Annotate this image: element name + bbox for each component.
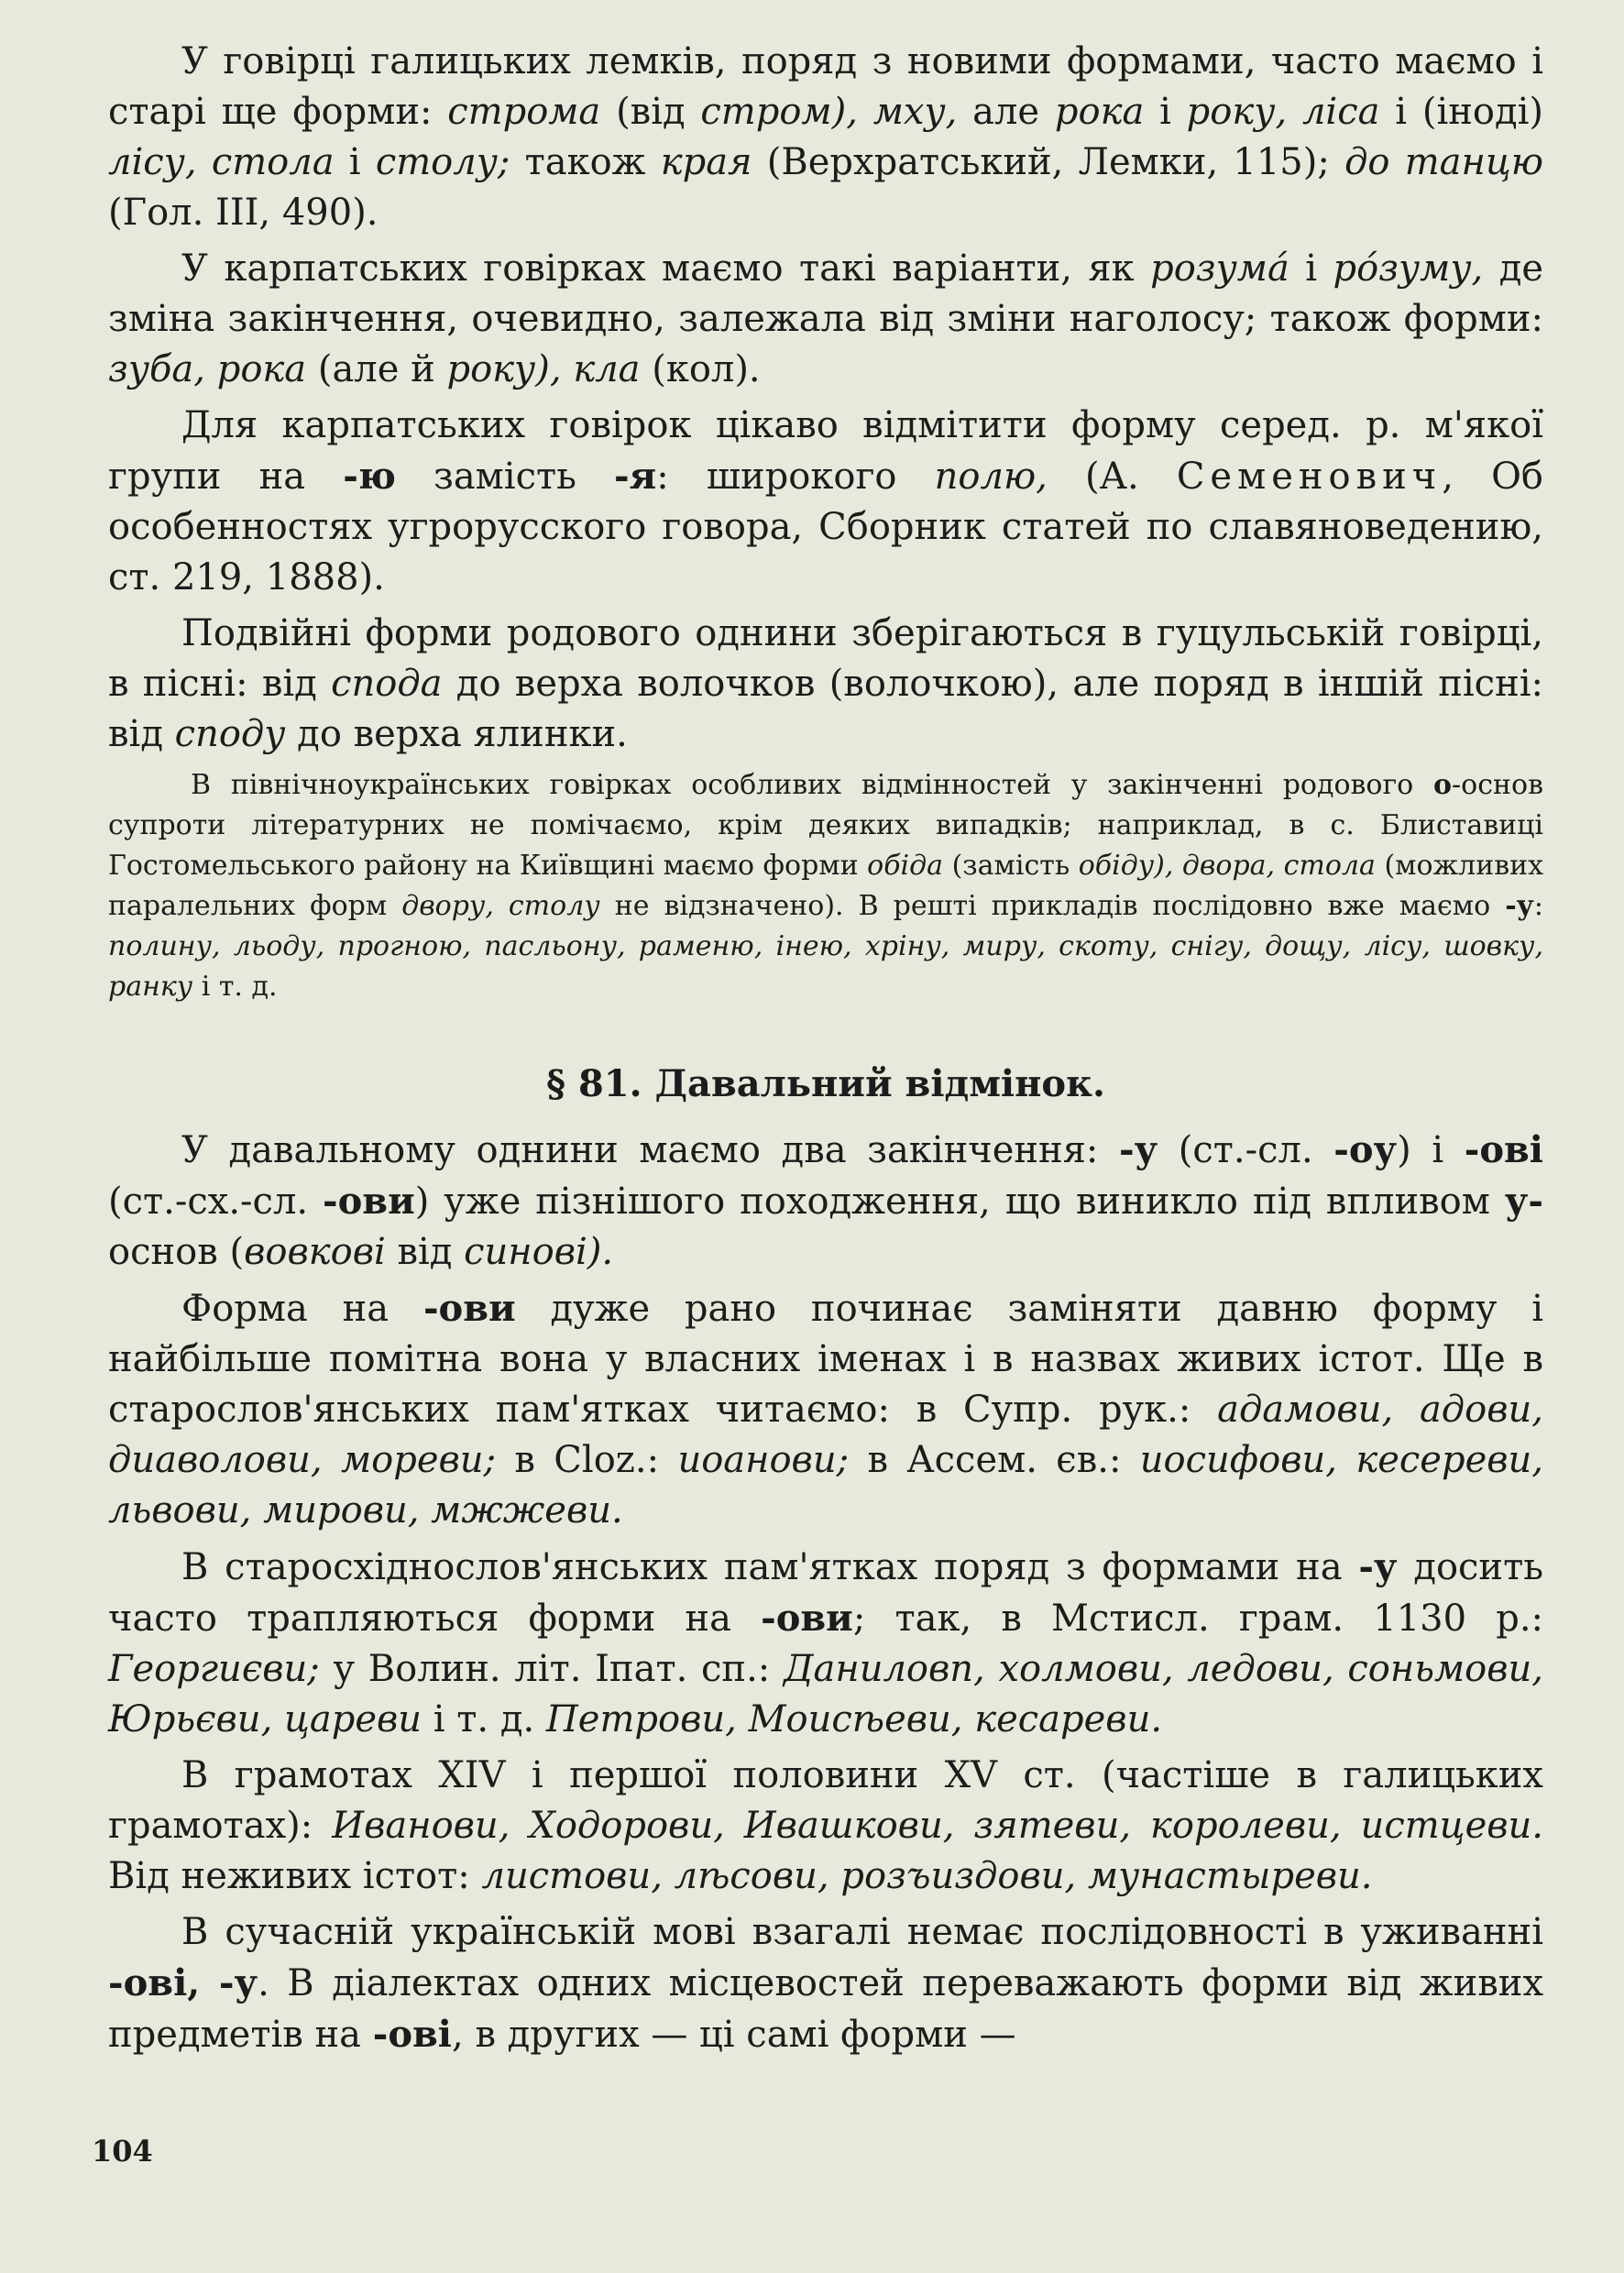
paragraph-hutsul-forms: Подвійні форми родового однини зберігаються в гуцульській говірці, в пісні: від спода до верха волочков (волочкою), але поряд в іншій пісні: від споду до верха ялинки.	[108, 612, 1543, 755]
paragraph-neuter-soft-group: Для карпатських говірок цікаво відмітити форму серед. р. м'якої групи на -ю замість -я: широкого полю, (А. Семенович, Об особенностях угрорусского говора, Сборник статей по славяноведению, ст. 219, 1888).	[108, 404, 1543, 598]
footnote-northern-dialects: В північноукраїнських говірках особливих відмінностей у закінченні родового о-основ супроти літературних не помічаємо, крім деяких випадків; наприклад, в с. Блиставиці Гостомельського району на Київщині маємо форми обіда (замість обіду), двора, стола (можливих паралельних форм двору, столу не відзначено). В решті прикладів послідовно вже маємо -у: полину, льоду, прогною, пасльону, раменю, інею, хріну, миру, скоту, снігу, дощу, лісу, шовку, ранку і т. д.	[108, 769, 1544, 1003]
paragraph-old-east-slavic: В старосхіднослов'янських пам'ятках поряд з формами на -у досить часто трапляються форми на -ови; так, в Мстисл. грам. 1130 р.: Георгиєви; у Волин. літ. Іпат. сп.: Даниловп, холмови, ледови, соньмови, Юрьєви, цареви і т. д. Петрови, Моисѣеви, кесареви.	[108, 1545, 1544, 1740]
paragraph-lemko-forms: У говірці галицьких лемків, поряд з новими формами, часто маємо і старі ще форми: строма (від стром), мху, але рока і року, ліса і (іноді) лісу, стола і столу; також края (Верхратський, Лемки, 115); до танцю (Гол. III, 490).	[108, 40, 1544, 234]
paragraph-charters: В грамотах XIV і першої половини XV ст. (частіше в галицьких грамотах): Иванови, Ходорови, Ивашкови, зятеви, королеви, истцеви. Від неживих істот: листови, лѣсови, розъиздови, мунастыреви.	[108, 1754, 1543, 1897]
paragraph-ovi-form: Форма на -ови дуже рано починає заміняти давню форму і найбільше помітна вона у власних іменах і в назвах живих істот. Ще в старослов'янських пам'ятках читаємо: в Супр. рук.: адамови, адови, диаволови, мореви; в Cloz.: иоанови; в Ассем. єв.: иосифови, кесереви, львови, мирови, мжжеви.	[108, 1287, 1544, 1532]
section-heading: § 81. Давальний відмінок.	[546, 1062, 1105, 1105]
paragraph-dative-endings: У давальному однини маємо два закінчення: -у (ст.-сл. -оу) і -ові (ст.-сх.-сл. -ови) уже пізнішого походження, що виникло під впливом у- основ (вовкові від синові).	[108, 1128, 1543, 1273]
paragraph-carpathian-variants: У карпатських говірках маємо такі варіанти, як розумá і рóзуму, де зміна закінчення, очевидно, залежала від зміни наголосу; також форми: зуба, рока (але й року), кла (кол).	[108, 247, 1543, 390]
paragraph-modern-ukrainian: В сучасній українській мові взагалі немає послідовності в уживанні -ові, -у. В діалектах одних місцевостей переважають форми від живих предметів на -ові, в других — ці самі форми —	[108, 1911, 1544, 2056]
page-body	[108, 37, 1543, 2066]
page-number: 104	[92, 2134, 153, 2169]
